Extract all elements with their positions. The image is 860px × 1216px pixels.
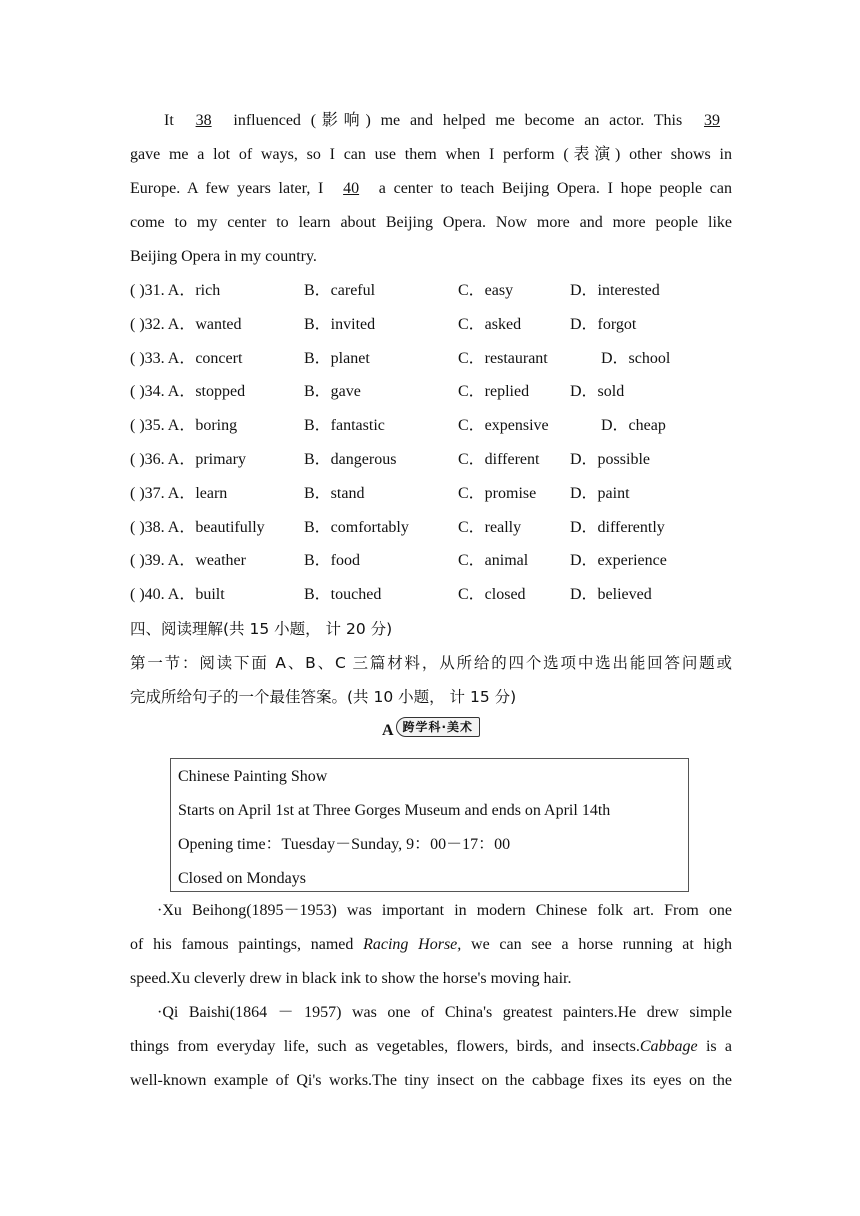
reading-line: ·Qi Baishi(1864 － 1957) was one of China's greatest painters.He drew simple — [157, 1004, 732, 1021]
blank-40: 40 — [343, 180, 360, 197]
option-c: C．closed — [458, 586, 526, 604]
text: we can see a horse running at high — [461, 936, 732, 953]
option-c: C．different — [458, 450, 540, 468]
option-b: B．planet — [304, 349, 370, 367]
question-row — [130, 443, 732, 477]
question-number-option-a: ( )38. A．beautifully — [130, 518, 265, 536]
option-c: C．expensive — [458, 417, 549, 435]
passage-line-2: gave me a lot of ways, so I can use them when I perform (表演) other shows in — [130, 146, 732, 163]
option-b: B．comfortably — [304, 518, 409, 536]
option-d: D．paint — [570, 484, 630, 502]
question-row — [130, 274, 732, 308]
question-number-option-a: ( )37. A．learn — [130, 484, 228, 502]
question-number-option-a: ( )32. A．wanted — [130, 315, 242, 333]
label-letter: A — [381, 721, 394, 739]
option-c: C．really — [458, 518, 522, 536]
question-row — [130, 544, 732, 578]
option-d: D．differently — [570, 518, 665, 536]
option-c: C．promise — [458, 484, 537, 502]
option-d: D．believed — [570, 586, 652, 604]
text: Europe. A few years later, I — [130, 180, 332, 197]
text: things from everyday life, such as vegetables, flowers, birds, and insects. — [130, 1038, 640, 1055]
option-c: C．animal — [458, 552, 529, 570]
notice-closed: Closed on Mondays — [178, 870, 306, 887]
notice-title: Chinese Painting Show — [178, 768, 328, 785]
passage-a-label — [130, 714, 732, 748]
question-number-option-a: ( )36. A．primary — [130, 450, 246, 468]
passage-line-4: come to my center to learn about Beijing Opera. Now more and more people like — [130, 214, 732, 231]
option-d: D．interested — [570, 282, 660, 299]
option-b: B．invited — [304, 315, 376, 333]
option-b: B．dangerous — [304, 450, 397, 468]
question-number-option-a: ( )34. A．stopped — [130, 383, 246, 401]
question-number-option-a: ( )39. A．weather — [130, 552, 246, 570]
question-number-option-a: ( )33. A．concert — [130, 349, 243, 367]
question-number-option-a: ( )31. A．rich — [130, 282, 221, 299]
blank-39: 39 — [704, 112, 720, 129]
question-row — [130, 511, 732, 545]
option-c: C．replied — [458, 383, 530, 401]
text: a center to teach Beijing Opera. I hope people can — [371, 180, 732, 197]
option-b: B．careful — [304, 282, 376, 299]
option-d: D．cheap — [601, 417, 666, 435]
passage-line-3 — [130, 172, 732, 206]
section-instruction-2: 完成所给句子的一个最佳答案。(共 10 小题， 计 15 分) — [130, 687, 517, 706]
reading-line — [130, 928, 732, 962]
question-row — [130, 578, 732, 612]
option-d: D．experience — [570, 552, 667, 570]
text: It — [164, 112, 184, 129]
question-number-option-a: ( )40. A．built — [130, 586, 225, 604]
reading-line: speed.Xu cleverly drew in black ink to show the horse's moving hair. — [130, 970, 572, 987]
notice-box — [170, 758, 689, 892]
question-row — [130, 308, 732, 342]
text: influenced (影响) me and helped me become an actor. This — [223, 112, 692, 129]
cloze-section — [130, 104, 732, 748]
notice-opening-time: Opening time：Tuesday－Sunday, 9：00－17：00 — [178, 836, 511, 853]
painting-title: Racing Horse, — [363, 936, 462, 953]
section-heading: 四、阅读理解(共 15 小题， 计 20 分) — [130, 619, 393, 638]
reading-line: well-known example of Qi's works.The tiny insect on the cabbage fixes its eyes on the — [130, 1072, 732, 1089]
question-row — [130, 409, 732, 443]
question-row — [130, 477, 732, 511]
text: of his famous paintings, named — [130, 936, 364, 953]
blank-38: 38 — [195, 112, 212, 129]
option-d: D．forgot — [570, 315, 637, 333]
reading-line — [130, 1030, 732, 1064]
question-number-option-a: ( )35. A．boring — [130, 417, 238, 435]
reading-line: ·Xu Beihong(1895－1953) was important in modern Chinese folk art. From one — [157, 902, 732, 919]
passage-line-1 — [130, 104, 732, 138]
option-d: D．sold — [570, 383, 625, 401]
reading-passage — [130, 894, 732, 1098]
option-b: B．touched — [304, 586, 382, 604]
text: is a — [697, 1038, 732, 1055]
question-row — [130, 342, 732, 376]
question-row — [130, 375, 732, 409]
option-d: D．possible — [570, 450, 651, 468]
option-c: C．asked — [458, 315, 522, 333]
option-b: B．stand — [304, 484, 365, 502]
option-d: D．school — [601, 349, 671, 367]
option-b: B．food — [304, 552, 361, 570]
option-b: B．gave — [304, 383, 361, 401]
option-c: C．restaurant — [458, 349, 548, 367]
notice-dates: Starts on April 1st at Three Gorges Museum and ends on April 14th — [178, 802, 611, 819]
section-instruction-1: 第一节：阅读下面 A、B、C 三篇材料，从所给的四个选项中选出能回答问题或 — [130, 653, 732, 672]
subject-tag: 跨学科·美术 — [396, 717, 481, 737]
painting-title: Cabbage — [639, 1038, 698, 1055]
passage-line-5: Beijing Opera in my country. — [130, 248, 317, 265]
option-c: C．easy — [458, 282, 514, 299]
question-list — [130, 274, 732, 612]
option-b: B．fantastic — [304, 417, 385, 435]
